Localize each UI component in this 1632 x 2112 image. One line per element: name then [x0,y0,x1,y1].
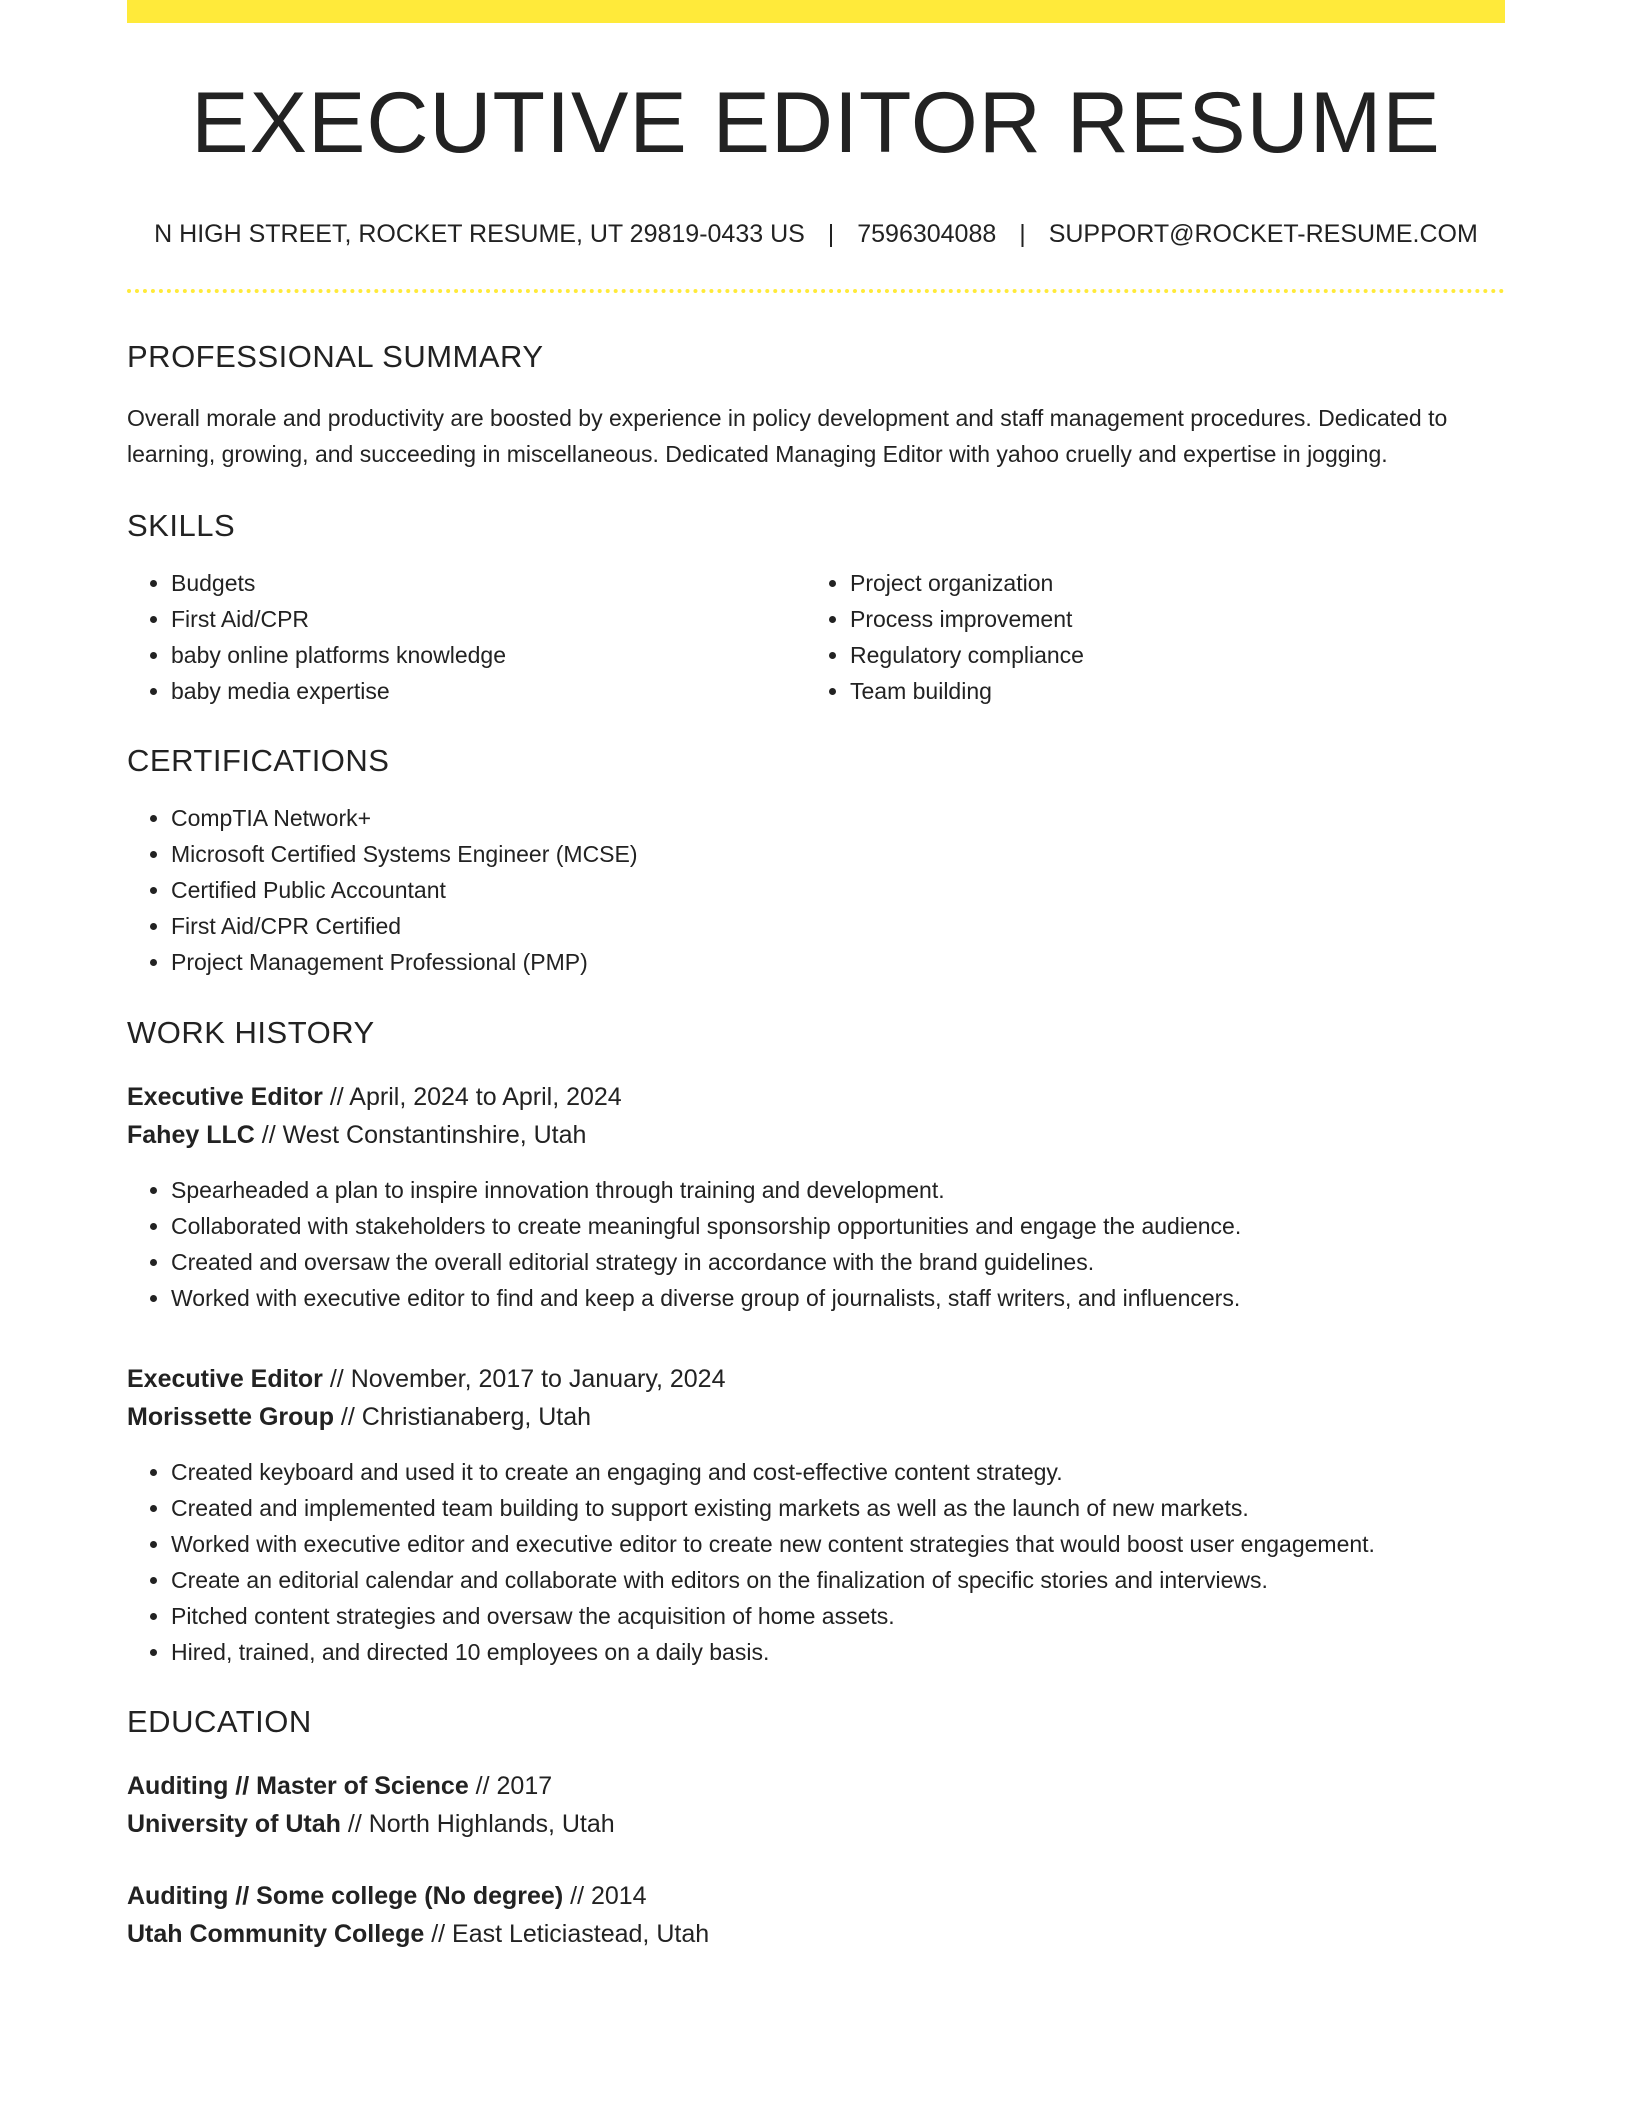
skill-item: • Budgets [171,565,806,601]
contact-separator: | [1019,220,1026,248]
job-bullet: • Collaborated with stakeholders to create meaningful sponsorship opportunities and engage the audience. [171,1208,1505,1244]
skill-item: • baby media expertise [171,673,806,709]
job-title: Executive Editor [127,1365,323,1393]
job-bullet: • Created and oversaw the overall editorial strategy in accordance with the brand guidelines. [171,1244,1505,1280]
job-location: // Christianaberg, Utah [333,1403,592,1431]
contact-separator: | [827,220,835,248]
certification-item: • Microsoft Certified Systems Engineer (MCSE) [171,836,1505,872]
education-degree: Auditing // Some college (No degree) [127,1882,564,1910]
education-degree-line [127,1767,1505,1805]
education-degree-line [127,1877,1505,1915]
education-degree: Auditing // Master of Science [127,1772,469,1800]
skills-column-left [127,565,806,709]
job-title: Executive Editor [127,1083,323,1111]
contact-address: N HIGH STREET, ROCKET RESUME, UT 29819-0433 US [154,220,805,248]
job-title-line [127,1360,1505,1398]
skills-heading: SKILLS [127,508,236,543]
contact-phone: 7596304088 [857,220,997,248]
education-school-line [127,1805,1505,1843]
skill-item: • baby online platforms knowledge [171,637,806,673]
skill-item: • Team building [850,673,1485,709]
education-school: Utah Community College [127,1920,425,1948]
certifications-heading: CERTIFICATIONS [127,743,390,778]
education-entry [127,1877,1505,1953]
job-entry [127,1360,1505,1670]
education-year: // 2017 [468,1772,553,1800]
skill-item: • First Aid/CPR [171,601,806,637]
resume-page [127,0,1505,1953]
header-divider [127,289,1505,293]
skill-item: • Project organization [850,565,1485,601]
job-bullets [127,1172,1505,1316]
summary-text: Overall morale and productivity are boosted by experience in policy development and staff management procedures. Dedicated to learning, growing, and succeeding in miscellaneous. Dedicated Managing Editor with yahoo cruelly and expertise in jogging. [127,405,1448,467]
job-company: Fahey LLC [127,1121,255,1149]
skills-columns [127,565,1505,709]
job-entry [127,1078,1505,1316]
job-dates: // April, 2024 to April, 2024 [322,1083,622,1111]
job-bullet: • Created and implemented team building to support existing markets as well as the launch of new markets. [171,1490,1505,1526]
skill-item: • Regulatory compliance [850,637,1485,673]
summary-heading: PROFESSIONAL SUMMARY [127,339,544,374]
education-entry [127,1767,1505,1843]
education-location: // East Leticiastead, Utah [424,1920,710,1948]
job-bullet: • Pitched content strategies and oversaw the acquisition of home assets. [171,1598,1505,1634]
job-dates: // November, 2017 to January, 2024 [322,1365,726,1393]
skill-item: • Process improvement [850,601,1485,637]
job-company: Morissette Group [127,1403,334,1431]
job-bullet: • Worked with executive editor to find and keep a diverse group of journalists, staff writers, and influencers. [171,1280,1505,1316]
skills-column-right [806,565,1485,709]
top-accent-bar [127,0,1505,23]
education-school: University of Utah [127,1810,341,1838]
education-heading: EDUCATION [127,1704,312,1739]
job-bullet: • Created keyboard and used it to create an engaging and cost-effective content strategy. [171,1454,1505,1490]
education-school-line [127,1915,1505,1953]
certification-item: • Certified Public Accountant [171,872,1505,908]
job-company-line [127,1398,1505,1436]
certification-item: • CompTIA Network+ [171,800,1505,836]
certification-item: • Project Management Professional (PMP) [171,944,1505,980]
education-location: // North Highlands, Utah [340,1810,615,1838]
job-bullet: • Create an editorial calendar and collaborate with editors on the finalization of specific stories and interviews. [171,1562,1505,1598]
education-year: // 2014 [563,1882,647,1910]
job-bullet: • Spearheaded a plan to inspire innovation through training and development. [171,1172,1505,1208]
job-title-line [127,1078,1505,1116]
job-bullet: • Hired, trained, and directed 10 employees on a daily basis. [171,1634,1505,1670]
job-bullets [127,1454,1505,1670]
contact-email: SUPPORT@ROCKET-RESUME.COM [1048,220,1478,248]
work-history-heading: WORK HISTORY [127,1015,375,1050]
job-location: // West Constantinshire, Utah [254,1121,587,1149]
resume-title: EXECUTIVE EDITOR RESUME [191,75,1441,171]
job-bullet: • Worked with executive editor and executive editor to create new content strategies that would boost user engagement. [171,1526,1505,1562]
job-company-line [127,1116,1505,1154]
certification-item: • First Aid/CPR Certified [171,908,1505,944]
contact-line [127,222,1505,247]
certifications-list [127,800,1505,980]
